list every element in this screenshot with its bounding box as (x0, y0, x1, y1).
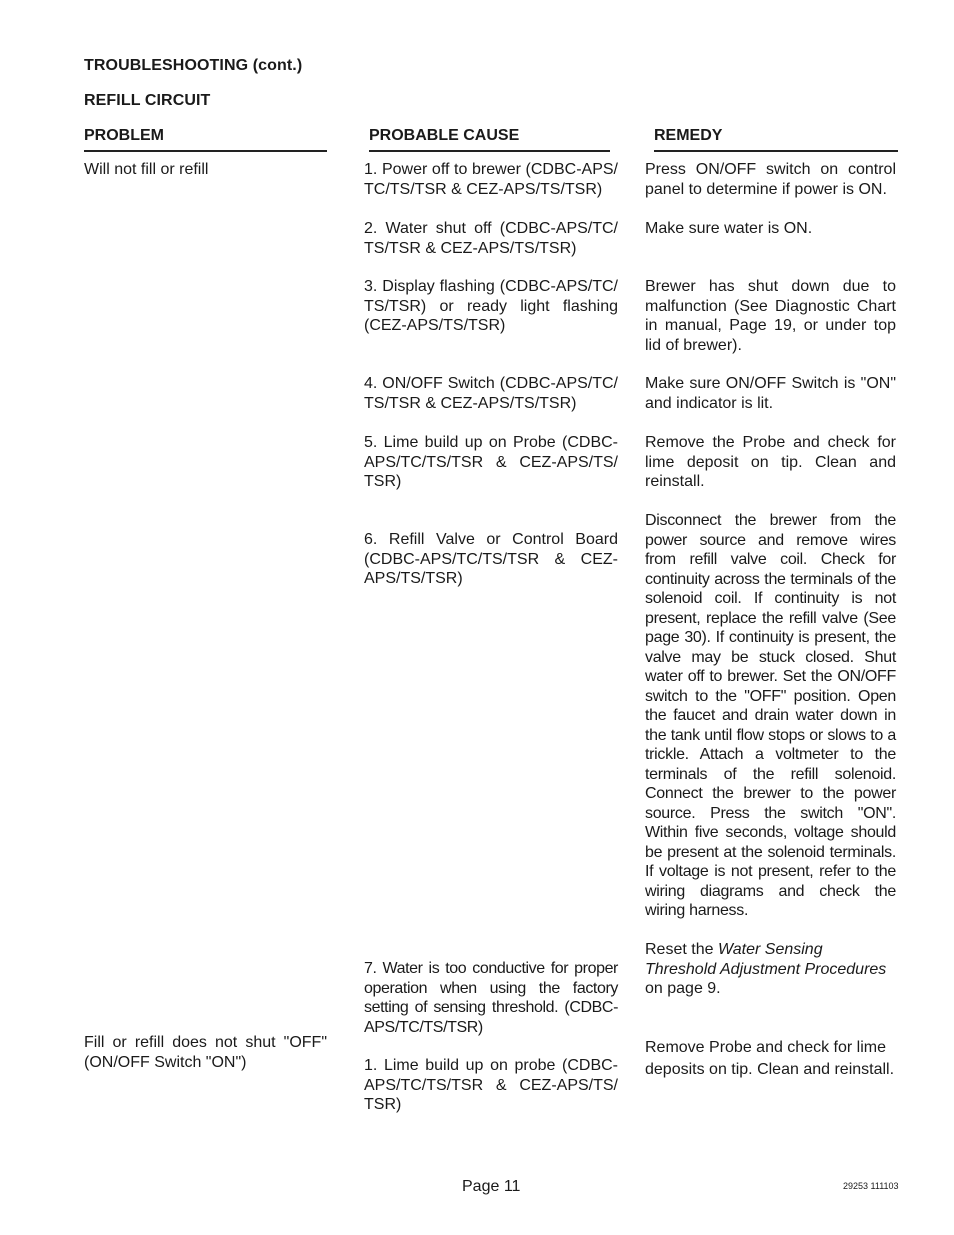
remedy-prefix: Reset the (645, 941, 718, 958)
cause-text: 4. ON/OFF Switch (CDBC-APS/TC/ TS/TSR & CEZ-APS/TS/TSR) (364, 375, 618, 412)
cause-text: 3. Display flashing (CDBC-APS/TC/ TS/TSR) or ready light flashing (CEZ-APS/TS/TSR) (364, 278, 618, 334)
remedy-text: Remove the Probe and check for lime deposit on tip. Clean and reinstall. (645, 434, 896, 490)
remedy-text: Remove Probe and check for lime deposits on tip. Clean and reinstall. (645, 1039, 895, 1078)
document-code: 29253 111103 (843, 1181, 899, 1191)
problem-text: Will not fill or refill (84, 161, 209, 178)
column-header-problem: PROBLEM (84, 126, 327, 152)
remedy-text: Make sure ON/OFF Switch is "ON" and indicator is lit. (645, 375, 896, 412)
page-number: Page 11 (462, 1178, 521, 1195)
column-header-cause: PROBABLE CAUSE (369, 126, 610, 152)
remedy-text: Make sure water is ON. (645, 220, 813, 237)
cause-text: 2. Water shut off (CDBC-APS/TC/ TS/TSR & CEZ-APS/TS/TSR) (364, 220, 618, 257)
remedy-suffix: on page 9. (645, 980, 721, 997)
cause-text: 7. Water is too conductive for proper operation when using the factory setting of sensing threshold. (CDBC- APS/TC/TS/TSR) (364, 960, 618, 1036)
column-header-remedy: REMEDY (654, 126, 898, 152)
remedy-procedure-reference: Water Sensing Threshold Adjustment Procedures (645, 941, 887, 978)
subsection-title: REFILL CIRCUIT (84, 92, 211, 109)
remedy-text: Disconnect the brewer from the power source and remove wires from refill valve coil. Check for continuity across the terminals of the solenoid coil. If continuity is not present, replace the refill valve (See page 30). If continuity is present, the valve may be stuck closed. Shut water off to brewer. Set the ON/OFF switch to the "OFF" position. Open the faucet and drain water down in the tank until flow stops or slows to a trickle. Attach a voltmeter to the terminals of the refill solenoid. Connect the brewer to the power source. Press the switch "ON". Within five seconds, voltage should be present at the solenoid terminals. If voltage is not present, refer to the wiring diagrams and check the wiring harness. (645, 512, 896, 919)
remedy-text: Brewer has shut down due to malfunction (See Diagnostic Chart in manual, Page 19, or under top lid of brewer). (645, 278, 896, 354)
cause-text: 6. Refill Valve or Control Board (CDBC-APS/TC/TS/TSR & CEZ- APS/TS/TSR) (364, 531, 618, 587)
cause-text: 1. Lime build up on probe (CDBC- APS/TC/TS/TSR & CEZ-APS/TS/ TSR) (364, 1057, 618, 1113)
remedy-text: Press ON/OFF switch on control panel to determine if power is ON. (645, 161, 896, 198)
remedy-text (645, 940, 896, 999)
cause-text: 5. Lime build up on Probe (CDBC- APS/TC/TS/TSR & CEZ-APS/TS/ TSR) (364, 434, 618, 490)
problem-text: Fill or refill does not shut "OFF" (ON/OFF Switch "ON") (84, 1034, 327, 1071)
cause-text: 1. Power off to brewer (CDBC-APS/ TC/TS/TSR & CEZ-APS/TS/TSR) (364, 161, 618, 198)
section-title: TROUBLESHOOTING (cont.) (84, 57, 303, 74)
